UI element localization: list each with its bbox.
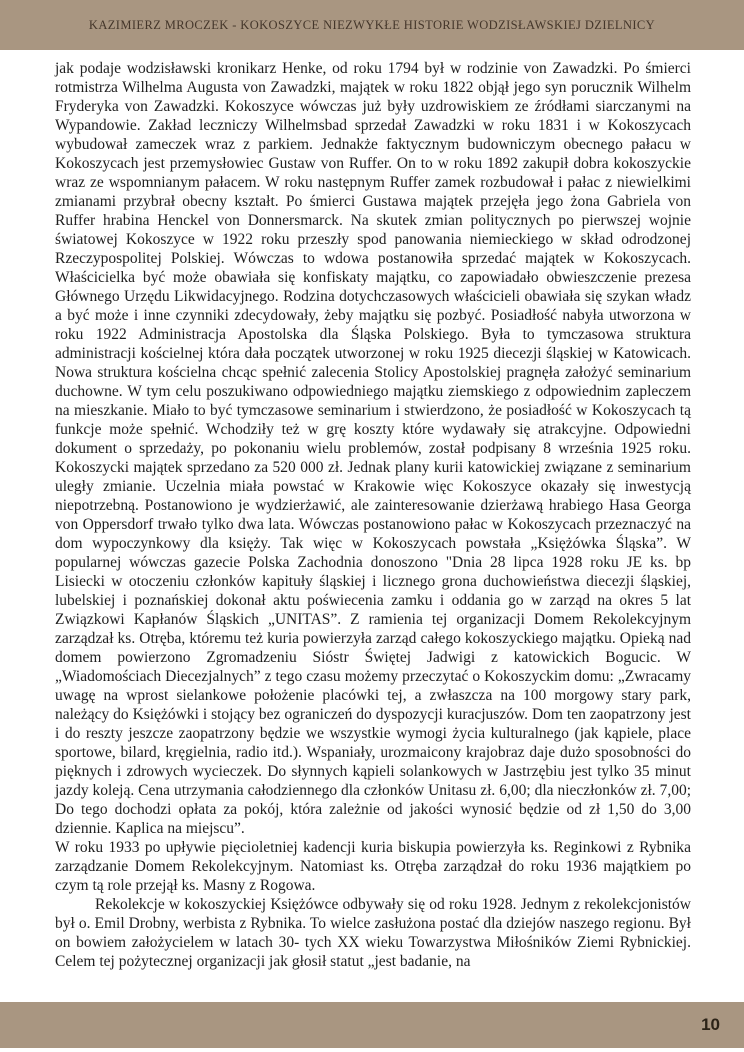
- body-paragraph: Rekolekcje w kokoszyckiej Księżówce odbywały się od roku 1928. Jednym z rekolekcjonistów był o. Emil Drobny, werbista z Rybnika. To wielce zasłużona postać dla dziejów naszego regionu. Był on bowiem założycielem w latach 30- tych XX wieku Towarzystwa Miłośników Ziemi Rybnickiej. Celem tej pożytecznej organizacji jak głosił statut „jest badanie, na: [55, 896, 691, 970]
- page-number: 10: [701, 1015, 720, 1034]
- body-paragraph: jak podaje wodzisławski kronikarz Henke, od roku 1794 był w rodzinie von Zawadzki. Po śmierci rotmistrza Wilhelma Augusta von Zawadzki, majątek w roku 1822 objął jego syn porucznik Wilhelm Fryderyka von Zawadzki. Kokoszyce wówczas już były uzdrowiskiem ze źródłami siarczanymi na Wypandowie. Zakład leczniczy Wilhelmsbad sprzedał Zawadzki w roku 1831 i w Kokoszycach wybudował zameczek wraz z parkiem. Jednakże faktycznym budowniczym obecnego pałacu w Kokoszycach jest przemysłowiec Gustaw von Ruffer. On to w roku 1892 zakupił dobra kokoszyckie wraz ze wspomnianym pałacem. W roku następnym Ruffer zamek rozbudował i pałac z niewielkimi zmianami przybrał obecny kształt. Po śmierci Gustawa majątek przejęła jego żona Gabriela von Ruffer hrabina Henckel von Donnersmarck. Na skutek zmian politycznych po pierwszej wojnie światowej Kokoszyce w 1922 roku przeszły spod panowania niemieckiego w skład odrodzonej Rzeczypospolitej Polskiej. Wówczas to wdowa postanowiła sprzedać majątek w Kokoszycach. Właścicielka być może obawiała się konfiskaty majątku, co zapowiadało obwieszczenie prezesa Głównego Urzędu Likwidacyjnego. Rodzina dotychczasowych właścicieli obawiała się szykan władz a być może i inne czynniki zdecydowały, żeby majątku się pozbyć. Posiadłość nabyła utworzona w roku 1922 Administracja Apostolska dla Śląska Polskiego. Była to tymczasowa struktura administracji kościelnej która dała początek utworzonej w roku 1925 diecezji śląskiej w Katowicach. Nowa struktura kościelna chcąc spełnić zalecenia Stolicy Apostolskiej pragnęła założyć seminarium duchowne. W tym celu poszukiwano odpowiedniego majątku ziemskiego z odpowiednim zapleczem na mieszkanie. Miało to być tymczasowe seminarium i stwierdzono, że posiadłość w Kokoszycach tą funkcje może spełnić. Wchodziły też w grę koszty które wydawały się atrakcyjne. Odpowiedni dokument o sprzedaży, po pokonaniu wielu problemów, został podpisany 8 września 1925 roku. Kokoszycki majątek sprzedano za 520 000 zł. Jednak plany kurii katowickiej związane z seminarium uległy zmianie. Uczelnia miała powstać w Krakowie więc Kokoszyce okazały się inwestycją niepotrzebną. Postanowiono je wydzierżawić, ale zainteresowanie dzierżawą hrabiego Hasa Georga von Oppersdorf trwało tylko dwa lata. Wówczas postanowiono pałac w Kokoszycach przeznaczyć na dom wypoczynkowy dla księży. Tak więc w Kokoszycach powstała „Księżówka Śląska”. W popularnej wówczas gazecie Polska Zachodnia donoszono "Dnia 28 lipca 1928 roku JE ks. bp Lisiecki w otoczeniu członków kapituły śląskiej i licznego grona duchowieństwa diecezji śląskiej, lubelskiej i poznańskiej dokonał aktu poświecenia zamku i oddania go w zarząd na okres 5 lat Związkowi Kapłanów Śląskich „UNITAS”. Z ramienia tej organizacji Domem Rekolekcyjnym zarządzał ks. Otręba, któremu też kuria powierzyła zarząd całego kokoszyckiego majątku. Opieką nad domem powierzono Zgromadzeniu Sióstr Świętej Jadwigi z katowickich Bogucic. W „Wiadomościach Diecezjalnych” z tego czasu możemy przeczytać o Kokoszyckim domu: „Zwracamy uwagę na wprost sielankowe położenie placówki tej, a zwłaszcza na 100 morgowy stary park, należący do Księżówki i stojący bez ograniczeń do dyspozycji kuracjuszów. Dom ten zaopatrzony jest i do reszty jeszcze zaopatrzony będzie we wszystkie wymogi życia kulturalnego (jak kąpiele, place sportowe, bilard, kręgielnia, radio itd.). Wspaniały, urozmaicony krajobraz daje dużo sposobności do pięknych i zdrowych wycieczek. Do słynnych kąpieli solankowych w Jastrzębiu jest tylko 35 minut jazdy koleją. Cena utrzymania całodziennego dla członków Unitasu zł. 6,00; dla nieczłonków zł. 7,00; Do tego dochodzi opłata za pokój, która zależnie od jakości wynosić będzie od zł 1,50 do 3,00 dziennie. Kaplica na miejscu”.: [55, 60, 691, 837]
- header-title: KAZIMIERZ MROCZEK - KOKOSZYCE NIEZWYKŁE HISTORIE WODZISŁAWSKIEJ DZIELNICY: [88, 17, 656, 32]
- body-text-block: [55, 59, 691, 971]
- body-paragraph: W roku 1933 po upływie pięcioletniej kadencji kuria biskupia powierzyła ks. Reginkowi z Rybnika zarządzanie Domem Rekolekcyjnym. Natomiast ks. Otręba zarządzał do roku 1936 majątkiem po czym tą role przejął ks. Masny z Rogowa.: [55, 839, 691, 894]
- footer-bar: [0, 1002, 744, 1048]
- header-banner: [0, 0, 744, 50]
